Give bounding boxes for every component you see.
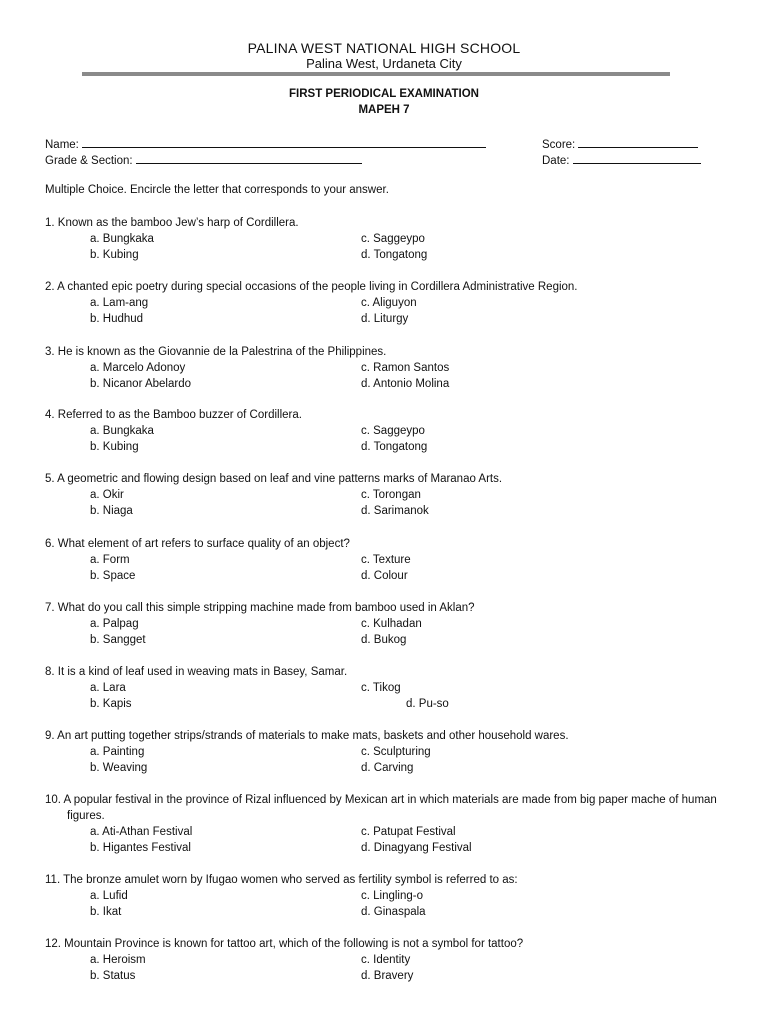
question-stem: 12. Mountain Province is known for tattoo art, which of the following is not a symbol for tattoo?: [45, 938, 524, 950]
question-12: [45, 936, 735, 984]
question-7: [45, 600, 735, 648]
date-label: Date:: [542, 155, 570, 167]
choice-a[interactable]: a. Ati-Athan Festival: [90, 826, 193, 838]
date-field: [542, 152, 701, 167]
question-stem: 8. It is a kind of leaf used in weaving mats in Basey, Samar.: [45, 666, 348, 678]
choice-b[interactable]: b. Kapis: [90, 698, 132, 710]
choice-a[interactable]: a. Form: [90, 554, 130, 566]
choice-c[interactable]: c. Aliguyon: [361, 297, 417, 309]
choice-c[interactable]: c. Patupat Festival: [361, 826, 456, 838]
choice-d[interactable]: d. Tongatong: [361, 249, 428, 261]
exam-subject: MAPEH 7: [358, 104, 410, 116]
school-name: PALINA WEST NATIONAL HIGH SCHOOL: [247, 40, 521, 56]
header-divider: [82, 72, 670, 76]
grade-section-label: Grade & Section:: [45, 155, 133, 167]
choice-d[interactable]: d. Antonio Molina: [361, 378, 450, 390]
name-label: Name:: [45, 139, 79, 151]
choice-c[interactable]: c. Saggeypo: [361, 233, 425, 245]
choice-a[interactable]: a. Bungkaka: [90, 233, 154, 245]
choice-d[interactable]: d. Carving: [361, 762, 414, 774]
choice-c[interactable]: c. Saggeypo: [361, 425, 425, 437]
choice-c[interactable]: c. Sculpturing: [361, 746, 431, 758]
grade-section-field: [45, 152, 362, 167]
choice-b[interactable]: b. Kubing: [90, 249, 139, 261]
choice-a[interactable]: a. Lara: [90, 682, 126, 694]
question-5: [45, 471, 735, 519]
choice-d[interactable]: d. Colour: [361, 570, 408, 582]
choice-d[interactable]: d. Liturgy: [361, 313, 409, 325]
choice-c[interactable]: c. Identity: [361, 954, 411, 966]
question-stem: 2. A chanted epic poetry during special occasions of the people living in Cordillera Administrative Region.: [45, 281, 578, 293]
choice-b[interactable]: b. Weaving: [90, 762, 148, 774]
choice-b[interactable]: b. Space: [90, 570, 136, 582]
choice-d[interactable]: d. Tongatong: [361, 441, 428, 453]
score-field: [542, 136, 698, 151]
choice-a[interactable]: a. Lufid: [90, 890, 128, 902]
question-4: [45, 407, 735, 455]
choice-b[interactable]: b. Higantes Festival: [90, 842, 191, 854]
question-stem: 3. He is known as the Giovannie de la Palestrina of the Philippines.: [45, 346, 387, 358]
choice-d[interactable]: d. Dinagyang Festival: [361, 842, 472, 854]
score-label: Score:: [542, 139, 576, 151]
question-stem: 10. A popular festival in the province of Rizal influenced by Mexican art in which materials are made from big paper mache of human figures.: [45, 794, 717, 822]
name-field: [45, 136, 486, 151]
choice-b[interactable]: b. Status: [90, 970, 136, 982]
question-stem: 5. A geometric and flowing design based on leaf and vine patterns marks of Maranao Arts.: [45, 473, 503, 485]
question-stem: 1. Known as the bamboo Jew’s harp of Cordillera.: [45, 217, 299, 229]
choice-c[interactable]: c. Tikog: [361, 682, 401, 694]
choice-c[interactable]: c. Kulhadan: [361, 618, 422, 630]
name-blank: [82, 136, 486, 148]
choice-b[interactable]: b. Kubing: [90, 441, 139, 453]
question-stem: 4. Referred to as the Bamboo buzzer of Cordillera.: [45, 409, 302, 421]
choice-a[interactable]: a. Heroism: [90, 954, 146, 966]
question-6: [45, 536, 735, 584]
choice-d[interactable]: d. Ginaspala: [361, 906, 426, 918]
choice-d[interactable]: d. Pu-so: [406, 698, 449, 710]
score-blank: [578, 136, 698, 148]
choice-b[interactable]: b. Sangget: [90, 634, 146, 646]
choice-d[interactable]: d. Bravery: [361, 970, 414, 982]
question-3: [45, 344, 735, 392]
question-stem: 7. What do you call this simple stripping machine made from bamboo used in Aklan?: [45, 602, 475, 614]
name-score-row: [45, 136, 725, 152]
choice-b[interactable]: b. Niaga: [90, 505, 133, 517]
date-blank: [573, 152, 701, 164]
choice-c[interactable]: c. Ramon Santos: [361, 362, 450, 374]
choice-a[interactable]: a. Marcelo Adonoy: [90, 362, 186, 374]
question-11: [45, 872, 735, 920]
question-stem: 9. An art putting together strips/strands of materials to make mats, baskets and other household wares.: [45, 730, 569, 742]
question-stem: 6. What element of art refers to surface quality of an object?: [45, 538, 350, 550]
choice-c[interactable]: c. Torongan: [361, 489, 421, 501]
choice-d[interactable]: d. Bukog: [361, 634, 407, 646]
choice-a[interactable]: a. Bungkaka: [90, 425, 154, 437]
grade-date-row: [45, 152, 725, 168]
choice-d[interactable]: d. Sarimanok: [361, 505, 429, 517]
grade-section-blank: [136, 152, 362, 164]
question-8: [45, 664, 735, 712]
question-stem: 11. The bronze amulet worn by Ifugao women who served as fertility symbol is referred to as:: [45, 874, 518, 886]
question-10: [45, 792, 735, 856]
choice-b[interactable]: b. Nicanor Abelardo: [90, 378, 192, 390]
choice-a[interactable]: a. Palpag: [90, 618, 139, 630]
choice-b[interactable]: b. Hudhud: [90, 313, 144, 325]
choice-c[interactable]: c. Texture: [361, 554, 411, 566]
question-1: [45, 215, 735, 263]
question-2: [45, 279, 735, 327]
choice-a[interactable]: a. Lam-ang: [90, 297, 149, 309]
choice-a[interactable]: a. Okir: [90, 489, 124, 501]
school-location: Palina West, Urdaneta City: [306, 56, 462, 71]
choice-c[interactable]: c. Lingling-o: [361, 890, 424, 902]
choice-a[interactable]: a. Painting: [90, 746, 145, 758]
question-9: [45, 728, 735, 776]
instructions: Multiple Choice. Encircle the letter that corresponds to your answer.: [45, 184, 389, 196]
exam-title: FIRST PERIODICAL EXAMINATION: [289, 88, 479, 100]
choice-b[interactable]: b. Ikat: [90, 906, 122, 918]
